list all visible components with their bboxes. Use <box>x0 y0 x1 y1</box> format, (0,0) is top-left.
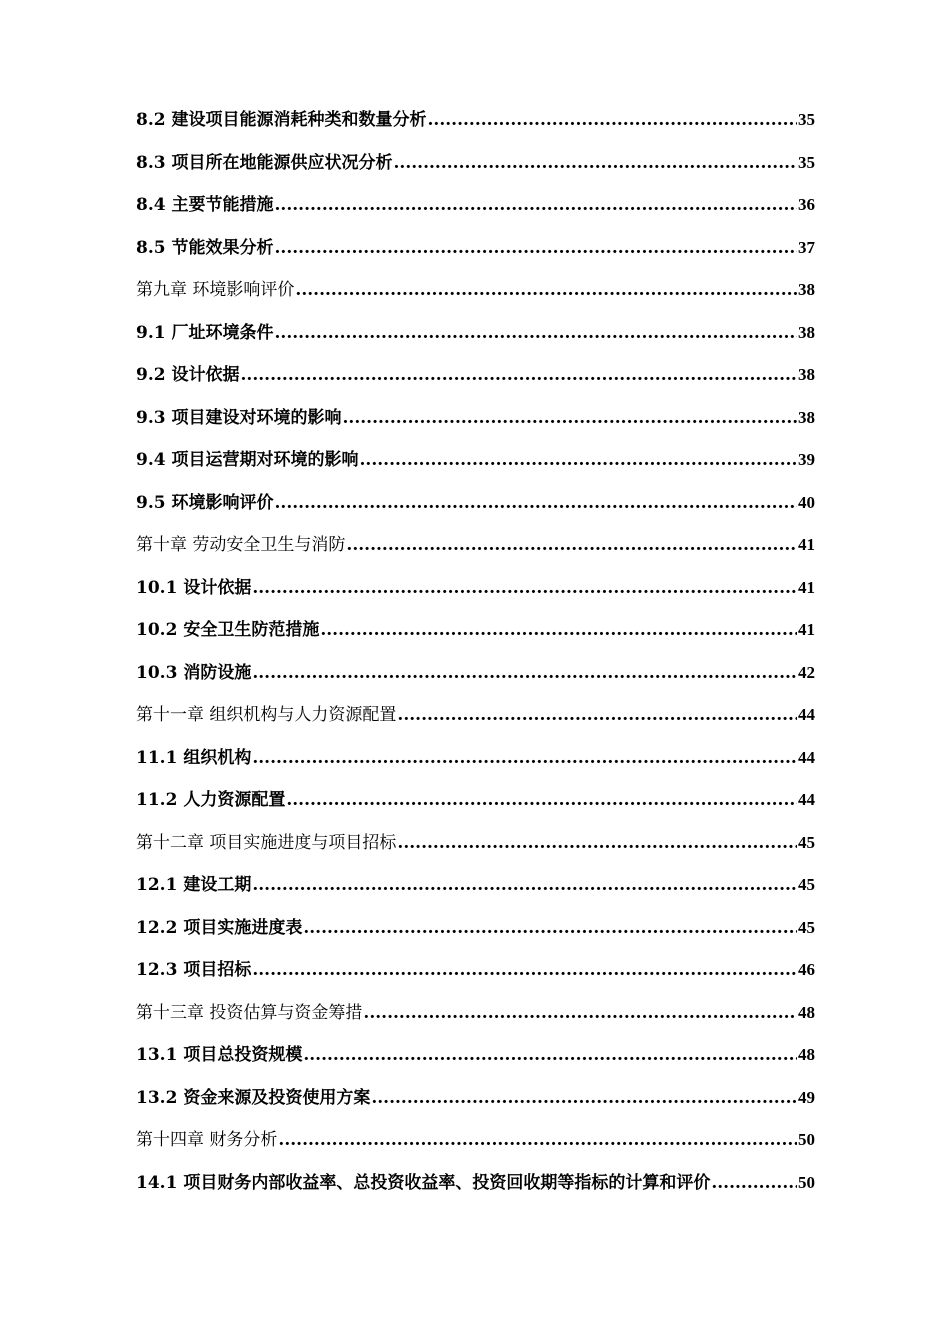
toc-entry-title: 10.1 设计依据 <box>136 577 252 598</box>
toc-section-entry[interactable] <box>136 360 815 403</box>
toc-section-entry[interactable] <box>136 1168 815 1211</box>
toc-entry-title: 13.1 项目总投资规模 <box>136 1045 303 1065</box>
toc-entry-title: 第九章 环境影响评价 <box>136 280 295 300</box>
toc-dot-leader <box>320 620 797 640</box>
toc-entry-title: 8.4 主要节能措施 <box>136 195 274 215</box>
toc-entry-title: 11.2 人力资源配置 <box>136 790 286 810</box>
toc-entry-title: 第十二章 项目实施进度与项目招标 <box>136 832 397 853</box>
toc-entry-page-number: 37 <box>798 237 815 257</box>
toc-chapter-entry[interactable] <box>136 275 815 318</box>
toc-entry-page-number: 45 <box>798 917 815 937</box>
toc-entry-title: 9.1 厂址环境条件 <box>136 322 274 343</box>
toc-dot-leader <box>397 705 797 725</box>
toc-entry-title: 14.1 项目财务内部收益率、总投资收益率、投资回收期等指标的计算和评价 <box>136 1172 711 1193</box>
table-of-contents <box>136 105 815 1210</box>
toc-section-entry[interactable] <box>136 1040 815 1083</box>
toc-section-entry[interactable] <box>136 318 815 361</box>
toc-entry-title: 9.5 环境影响评价 <box>136 492 274 513</box>
toc-entry-page-number: 49 <box>798 1087 815 1107</box>
toc-dot-leader <box>252 663 797 683</box>
toc-section-entry[interactable] <box>136 785 815 828</box>
toc-chapter-entry[interactable] <box>136 530 815 573</box>
toc-entry-page-number: 39 <box>798 450 815 469</box>
toc-dot-leader <box>252 578 797 598</box>
toc-dot-leader <box>252 960 797 980</box>
toc-section-entry[interactable] <box>136 573 815 616</box>
toc-entry-page-number: 46 <box>798 960 815 979</box>
toc-section-entry[interactable] <box>136 190 815 233</box>
toc-entry-page-number: 44 <box>798 747 815 767</box>
toc-entry-page-number: 50 <box>798 1130 815 1149</box>
toc-entry-page-number: 42 <box>798 662 815 682</box>
toc-dot-leader <box>346 535 797 555</box>
toc-entry-title: 10.2 安全卫生防范措施 <box>136 620 320 640</box>
toc-section-entry[interactable] <box>136 403 815 446</box>
toc-entry-title: 9.2 设计依据 <box>136 365 240 385</box>
toc-section-entry[interactable] <box>136 488 815 531</box>
toc-entry-page-number: 41 <box>798 620 815 639</box>
toc-entry-page-number: 44 <box>798 790 815 809</box>
toc-section-entry[interactable] <box>136 233 815 276</box>
toc-entry-page-number: 38 <box>798 322 815 342</box>
toc-section-entry[interactable] <box>136 658 815 701</box>
toc-dot-leader <box>360 450 798 470</box>
toc-entry-page-number: 38 <box>798 280 815 299</box>
toc-section-entry[interactable] <box>136 615 815 658</box>
toc-entry-title: 13.2 资金来源及投资使用方案 <box>136 1087 371 1108</box>
toc-entry-page-number: 41 <box>798 535 815 554</box>
toc-section-entry[interactable] <box>136 445 815 488</box>
toc-entry-title: 8.5 节能效果分析 <box>136 237 274 258</box>
toc-dot-leader <box>275 238 798 258</box>
toc-dot-leader <box>397 833 797 853</box>
toc-dot-leader <box>275 493 798 513</box>
toc-entry-page-number: 50 <box>798 1172 815 1192</box>
toc-chapter-entry[interactable] <box>136 998 815 1041</box>
toc-entry-page-number: 45 <box>798 875 815 894</box>
toc-entry-page-number: 48 <box>798 1002 815 1022</box>
toc-dot-leader <box>711 1173 797 1193</box>
toc-entry-page-number: 48 <box>798 1045 815 1064</box>
toc-entry-title: 9.4 项目运营期对环境的影响 <box>136 450 359 470</box>
toc-dot-leader <box>295 280 797 300</box>
toc-chapter-entry[interactable] <box>136 828 815 871</box>
toc-section-entry[interactable] <box>136 105 815 148</box>
toc-dot-leader <box>252 748 797 768</box>
toc-entry-page-number: 38 <box>798 365 815 384</box>
toc-section-entry[interactable] <box>136 148 815 191</box>
toc-entry-page-number: 35 <box>798 152 815 172</box>
toc-entry-title: 8.2 建设项目能源消耗种类和数量分析 <box>136 110 427 130</box>
toc-entry-title: 8.3 项目所在地能源供应状况分析 <box>136 152 393 173</box>
toc-section-entry[interactable] <box>136 913 815 956</box>
toc-entry-page-number: 35 <box>798 110 815 129</box>
toc-entry-page-number: 41 <box>798 577 815 597</box>
toc-section-entry[interactable] <box>136 870 815 913</box>
toc-entry-title: 11.1 组织机构 <box>136 747 252 768</box>
toc-dot-leader <box>275 323 798 343</box>
toc-dot-leader <box>286 790 797 810</box>
toc-chapter-entry[interactable] <box>136 700 815 743</box>
toc-chapter-entry[interactable] <box>136 1125 815 1168</box>
toc-entry-page-number: 45 <box>798 832 815 852</box>
toc-entry-title: 12.3 项目招标 <box>136 960 252 980</box>
toc-dot-leader <box>252 875 797 895</box>
toc-entry-title: 第十三章 投资估算与资金筹措 <box>136 1002 363 1023</box>
toc-entry-page-number: 40 <box>798 492 815 512</box>
toc-dot-leader <box>241 365 798 385</box>
toc-dot-leader <box>278 1130 797 1150</box>
toc-dot-leader <box>343 408 798 428</box>
toc-entry-page-number: 38 <box>798 407 815 427</box>
toc-entry-page-number: 44 <box>798 705 815 724</box>
toc-entry-title: 12.1 建设工期 <box>136 875 252 895</box>
toc-dot-leader <box>428 110 798 130</box>
toc-section-entry[interactable] <box>136 743 815 786</box>
toc-entry-title: 9.3 项目建设对环境的影响 <box>136 407 342 428</box>
toc-entry-title: 第十一章 组织机构与人力资源配置 <box>136 705 397 725</box>
toc-entry-title: 10.3 消防设施 <box>136 662 252 683</box>
toc-entry-title: 12.2 项目实施进度表 <box>136 917 303 938</box>
toc-entry-page-number: 36 <box>798 195 815 214</box>
toc-entry-title: 第十章 劳动安全卫生与消防 <box>136 535 346 555</box>
toc-dot-leader <box>363 1003 797 1023</box>
toc-dot-leader <box>275 195 798 215</box>
toc-dot-leader <box>371 1088 797 1108</box>
toc-dot-leader <box>394 153 798 173</box>
toc-dot-leader <box>303 1045 797 1065</box>
toc-dot-leader <box>303 918 797 938</box>
toc-section-entry[interactable] <box>136 1083 815 1126</box>
toc-section-entry[interactable] <box>136 955 815 998</box>
toc-entry-title: 第十四章 财务分析 <box>136 1130 278 1150</box>
